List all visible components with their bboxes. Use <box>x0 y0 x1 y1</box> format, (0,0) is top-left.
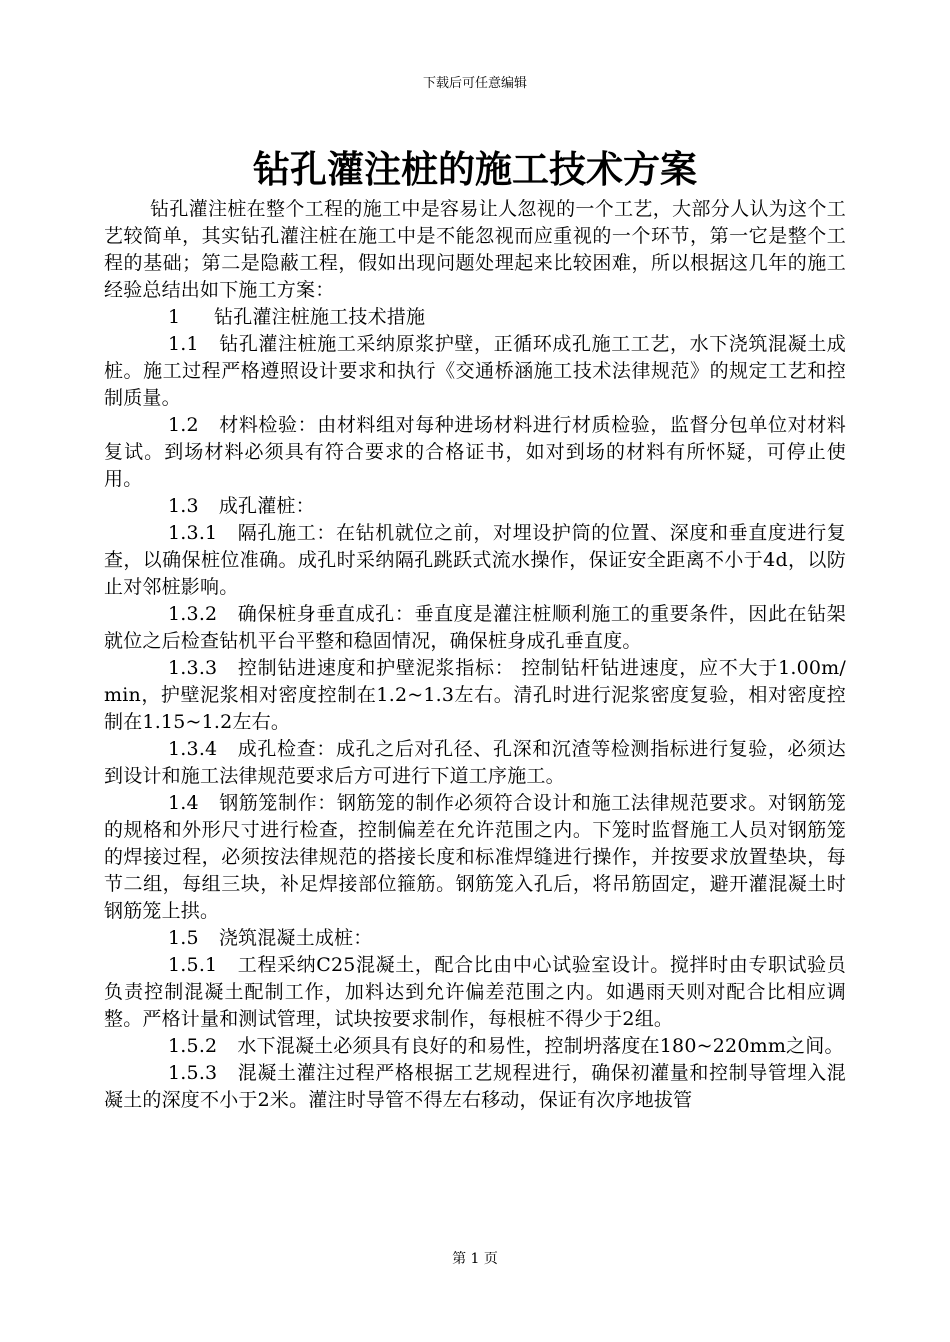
section-number: 1.3 <box>168 495 199 517</box>
section-number: 1.5 <box>168 927 199 949</box>
section-text: 钻孔灌注桩施工技术措施 <box>214 306 426 328</box>
section-text: 混凝土灌注过程严格根据工艺规程进行，确保初灌量和控制导管埋入混凝土的深度不小于2米。灌注时导管不得左右移动，保证有次序地拔管 <box>104 1062 846 1111</box>
section-number: 1.5.2 <box>168 1035 218 1057</box>
section-number: 1.2 <box>168 414 199 436</box>
section-text: 成孔灌桩： <box>218 495 315 517</box>
section-number: 1.5.3 <box>168 1062 218 1084</box>
section-paragraph <box>104 790 846 925</box>
section-number: 1.3.2 <box>168 603 218 625</box>
section-paragraph <box>104 1060 846 1114</box>
section-paragraph <box>104 601 846 655</box>
section-text: 隔孔施工：在钻机就位之前，对埋设护筒的位置、深度和垂直度进行复查，以确保桩位准确。成孔时采纳隔孔跳跃式流水操作，保证安全距离不小于4d，以防止对邻桩影响。 <box>104 522 846 598</box>
section-text: 工程采纳C25混凝土，配合比由中心试验室设计。搅拌时由专职试验员负责控制混凝土配制工作，加料达到允许偏差范围之内。如遇雨天则对配合比相应调整。严格计量和测试管理，试块按要求制作，每根桩不得少于2组。 <box>104 954 846 1030</box>
section-number: 1.4 <box>168 792 199 814</box>
section-number: 1.5.1 <box>168 954 218 976</box>
section-text: 水下混凝土必须具有良好的和易性，控制坍落度在180~220mm之间。 <box>237 1035 844 1057</box>
section-paragraph <box>104 493 846 520</box>
intro-paragraph: 钻孔灌注桩在整个工程的施工中是容易让人忽视的一个工艺，大部分人认为这个工艺较简单，其实钻孔灌注桩在施工中是不能忽视而应重视的一个环节，第一它是整个工程的基础；第二是隐蔽工程，假如出现问题处理起来比较困难，所以根据这几年的施工经验总结出如下施工方案： <box>104 198 846 301</box>
section-paragraph <box>104 520 846 601</box>
section-paragraph <box>104 925 846 952</box>
section-text: 钢筋笼制作：钢筋笼的制作必须符合设计和施工法律规范要求。对钢筋笼的规格和外形尺寸进行检查，控制偏差在允许范围之内。下笼时监督施工人员对钢筋笼的焊接过程，必须按法律规范的搭接长度和标准焊缝进行操作，并按要求放置垫块，每节二组，每组三块，补足焊接部位箍筋。钢筋笼入孔后，将吊筋固定，避开灌混凝土时钢筋笼上拱。 <box>104 792 846 922</box>
section-heading-1 <box>104 304 846 331</box>
section-number: 1.1 <box>168 333 199 355</box>
section-paragraph <box>104 655 846 736</box>
section-text: 材料检验：由材料组对每种进场材料进行材质检验，监督分包单位对材料复试。到场材料必须具有符合要求的合格证书，如对到场的材料有所怀疑，可停止使用。 <box>104 414 846 490</box>
document-body <box>104 196 846 1114</box>
section-paragraph <box>104 412 846 493</box>
section-paragraph <box>104 736 846 790</box>
section-text: 浇筑混凝土成桩： <box>218 927 373 949</box>
section-text: 确保桩身垂直成孔：垂直度是灌注桩顺利施工的重要条件，因此在钻架就位之后检查钻机平台平整和稳固情况，确保桩身成孔垂直度。 <box>104 603 846 652</box>
section-text: 控制钻进速度和护壁泥浆指标： 控制钻杆钻进速度，应不大于1.00m/min，护壁泥浆相对密度控制在1.2~1.3左右。清孔时进行泥浆密度复验，相对密度控制在1.15~1.2左右。 <box>104 657 846 733</box>
section-text: 钻孔灌注桩施工采纳原浆护壁，正循环成孔施工工艺，水下浇筑混凝土成桩。施工过程严格遵照设计要求和执行《交通桥涵施工技术法律规范》的规定工艺和控制质量。 <box>104 333 846 409</box>
section-number: 1 <box>168 306 181 328</box>
section-number: 1.3.3 <box>168 657 218 679</box>
page-header: 下载后可任意编辑 <box>422 76 527 91</box>
section-number: 1.3.4 <box>168 738 218 760</box>
section-paragraph <box>104 952 846 1033</box>
section-text: 成孔检查：成孔之后对孔径、孔深和沉渣等检测指标进行复验，必须达到设计和施工法律规范要求后方可进行下道工序施工。 <box>104 738 846 787</box>
section-paragraph <box>104 1033 846 1060</box>
section-number: 1.3.1 <box>168 522 218 544</box>
section-paragraph <box>104 331 846 412</box>
page-number: 第 1 页 <box>452 1251 498 1267</box>
document-title: 钻孔灌注桩的施工技术方案 <box>253 147 697 191</box>
